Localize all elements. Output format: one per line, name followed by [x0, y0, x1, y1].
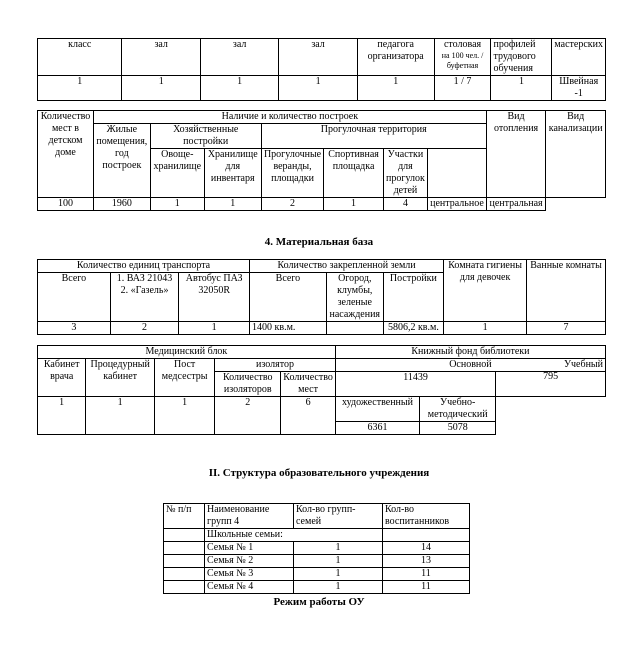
col-header: Наличие и количество построек — [94, 111, 487, 124]
facilities-value-row — [38, 76, 606, 101]
col-header: Огород, клумбы, зеленые насаждения — [326, 273, 383, 322]
empty-cell — [496, 397, 606, 435]
col-header: Хранилище для инвентаря — [204, 149, 261, 198]
cell: 2 — [110, 322, 179, 335]
medical-library-table — [37, 345, 606, 435]
col-header: класс — [38, 39, 122, 76]
cell: 6361 — [335, 422, 419, 435]
cell: 5078 — [420, 422, 496, 435]
col-header: Кабинет врача — [38, 359, 86, 397]
cell: 14 — [383, 542, 470, 555]
cell: 1 — [155, 397, 215, 435]
material-header-row-1 — [38, 260, 606, 273]
groups-table — [163, 503, 470, 594]
cell: Школьные семьи: — [205, 529, 383, 542]
cell: Семья № 4 — [205, 581, 294, 594]
table-row — [164, 542, 470, 555]
col-header: Учебно-методический — [420, 397, 496, 422]
cell-text: столовая — [443, 39, 482, 50]
col-header: Наименование групп 4 — [205, 504, 294, 529]
cell — [326, 322, 383, 335]
cell: 1 — [294, 542, 383, 555]
cell: 1 — [357, 76, 434, 101]
table-row — [164, 555, 470, 568]
facilities-header-row — [38, 39, 606, 76]
col-header: Количество изоляторов — [215, 372, 281, 397]
col-header: Кол-во воспитанников — [383, 504, 470, 529]
col-header: Количество единиц транспорта — [38, 260, 250, 273]
cell: 1 — [150, 198, 204, 211]
col-header: Прогулочные веранды, площадки — [261, 149, 324, 198]
cell: 1 — [294, 555, 383, 568]
cell: 2 — [215, 397, 281, 435]
cell: 1 — [279, 76, 357, 101]
cell: Семья № 1 — [205, 542, 294, 555]
col-header: Всего — [38, 273, 111, 322]
section-title-structure: II. Структура образовательного учреждения — [208, 467, 430, 479]
cell-text: 795 — [543, 371, 559, 382]
cell-text: на 100 чел. /буфетная — [441, 51, 484, 70]
cell: Швейная -1 — [552, 76, 606, 101]
cell: 1 — [294, 581, 383, 594]
buildings-header-row-1 — [38, 111, 606, 124]
empty-cell — [164, 581, 205, 594]
cell — [496, 359, 606, 397]
col-header: Всего — [250, 273, 327, 322]
col-header: зал — [200, 39, 278, 76]
cell: 11 — [383, 581, 470, 594]
cell: 13 — [383, 555, 470, 568]
cell: Семья № 2 — [205, 555, 294, 568]
material-table — [37, 259, 606, 335]
facilities-table — [37, 38, 606, 101]
col-header: Кол-во групп-семей — [294, 504, 383, 529]
cell: 1 — [324, 198, 383, 211]
empty-cell — [164, 529, 205, 542]
cell: Семья № 3 — [205, 568, 294, 581]
col-header: Хозяйственные постройки — [150, 124, 261, 149]
table-row — [164, 568, 470, 581]
cell: 5806,2 кв.м. — [383, 322, 443, 335]
col-header: Комната гигиены для девочек — [444, 260, 527, 322]
medical-header-row-1 — [38, 346, 606, 359]
col-header: художественный — [335, 397, 419, 422]
empty-cell — [164, 568, 205, 581]
col-header: Количество мест — [281, 372, 336, 397]
empty-cell — [383, 529, 470, 542]
col-header: Основной — [335, 359, 605, 372]
col-header: Книжный фонд библиотеки — [335, 346, 605, 359]
cell: 1 — [491, 76, 552, 101]
col-header: Вид канализации — [546, 111, 606, 198]
col-header: Овоще-хранилище — [150, 149, 204, 198]
cell: 1 — [122, 76, 200, 101]
col-header: изолятор — [215, 359, 336, 372]
medical-value-row — [38, 397, 606, 422]
col-header: зал — [279, 39, 357, 76]
col-header: профилей трудового обучения — [491, 39, 552, 76]
cell: 1 — [294, 568, 383, 581]
col-header: Учебный — [563, 359, 603, 370]
col-header: Процедурный кабинет — [86, 359, 155, 397]
groups-header-row — [164, 504, 470, 529]
col-header: Вид отопления — [486, 111, 546, 198]
buildings-value-row — [38, 198, 606, 211]
col-header: мастерских — [552, 39, 606, 76]
cell: 4 — [383, 198, 427, 211]
cell: 1960 — [94, 198, 151, 211]
groups-subhead-row — [164, 529, 470, 542]
cell: 11 — [383, 568, 470, 581]
col-header: Пост медсестры — [155, 359, 215, 397]
cell: 7 — [527, 322, 606, 335]
material-value-row — [38, 322, 606, 335]
col-header: Количество закрепленной земли — [250, 260, 444, 273]
col-header: Медицинский блок — [38, 346, 336, 359]
cell: 1 — [204, 198, 261, 211]
cell: 1 — [179, 322, 250, 335]
col-header: Участки для прогулок детей — [383, 149, 427, 198]
col-header — [434, 39, 491, 76]
col-header: № п/п — [164, 504, 205, 529]
col-header: 1. ВАЗ 21043 2. «Газель» — [110, 273, 179, 322]
cell: 1 — [38, 76, 122, 101]
cell: 11439 — [335, 372, 495, 397]
cell: 100 — [38, 198, 94, 211]
cell: 1 — [86, 397, 155, 435]
col-header: Постройки — [383, 273, 443, 322]
cell: 1 / 7 — [434, 76, 491, 101]
cell: 3 — [38, 322, 111, 335]
col-header: Спортивная площадка — [324, 149, 383, 198]
col-header: Ванные комнаты — [527, 260, 606, 322]
cell: 6 — [281, 397, 336, 435]
mode-title: Режим работы ОУ — [273, 596, 365, 608]
cell: центральное — [428, 198, 487, 211]
buildings-table — [37, 110, 606, 211]
cell: 1 — [200, 76, 278, 101]
empty-cell — [164, 542, 205, 555]
empty-cell — [164, 555, 205, 568]
cell: 2 — [261, 198, 324, 211]
cell: 1 — [444, 322, 527, 335]
col-header: Автобус ПАЗ 32050R — [179, 273, 250, 322]
col-header: зал — [122, 39, 200, 76]
section-title-material: 4. Материальная база — [264, 236, 374, 248]
col-header: педагога организатора — [357, 39, 434, 76]
cell: 1400 кв.м. — [250, 322, 327, 335]
col-header: Жилые помещения, год построек — [94, 124, 151, 198]
cell: 1 — [38, 397, 86, 435]
table-row — [164, 581, 470, 594]
col-header: Прогулочная территория — [261, 124, 486, 149]
cell: центральная — [486, 198, 546, 211]
col-header: Количество мест в детском доме — [38, 111, 94, 198]
